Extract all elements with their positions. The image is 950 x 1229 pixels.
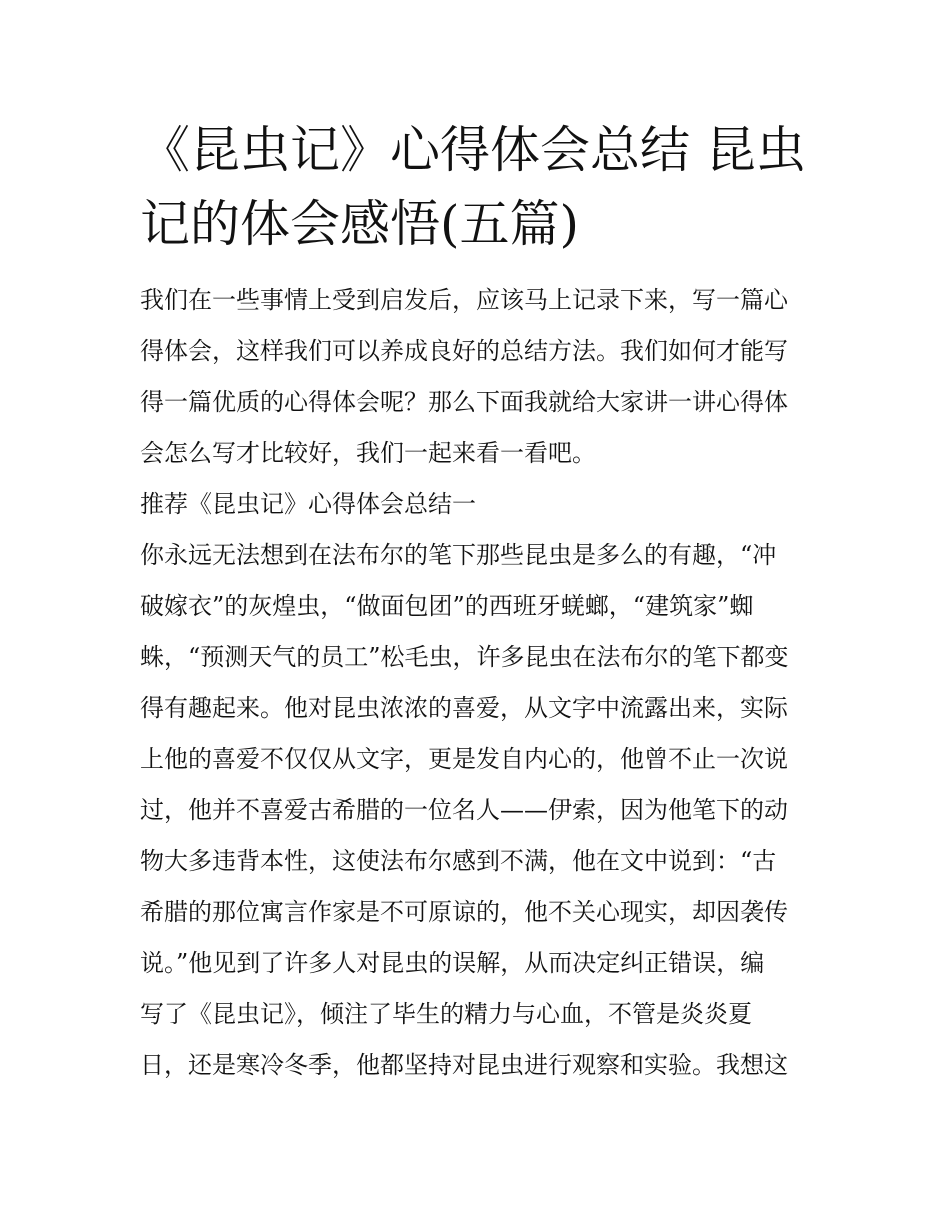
paragraph-line: 你永远无法想到在法布尔的笔下那些昆虫是多么的有趣，“冲 xyxy=(140,541,777,569)
paragraph-line: 我们在一些事情上受到启发后，应该马上记录下来，写一篇心 xyxy=(140,286,788,314)
paragraph-line: 过，他并不喜爱古希腊的一位名人——伊索，因为他笔下的动 xyxy=(140,796,788,824)
paragraph-line: 上他的喜爱不仅仅从文字，更是发自内心的，他曾不止一次说 xyxy=(140,745,788,773)
paragraph-line: 说。”他见到了许多人对昆虫的误解，从而决定纠正错误，编 xyxy=(140,949,765,977)
section-heading: 推荐《昆虫记》心得体会总结一 xyxy=(140,490,476,518)
paragraph-line: 得一篇优质的心得体会呢？那么下面我就给大家讲一讲心得体 xyxy=(140,388,788,416)
paragraph-line: 蛛，“预测天气的员工”松毛虫，许多昆虫在法布尔的笔下都变 xyxy=(140,643,789,671)
paragraph-line: 日，还是寒冷冬季，他都坚持对昆虫进行观察和实验。我想这 xyxy=(140,1051,788,1079)
paragraph-line: 写了《昆虫记》，倾注了毕生的精力与心血，不管是炎炎夏 xyxy=(140,1000,752,1028)
paragraph-line: 破嫁衣”的灰煌虫，“做面包团”的西班牙蜣螂，“建筑家”蜘 xyxy=(140,592,754,620)
document-title: 《昆虫记》心得体会总结 昆虫记的体会感悟(五篇) xyxy=(140,121,806,253)
paragraph-line: 得体会，这样我们可以养成良好的总结方法。我们如何才能写 xyxy=(140,337,788,365)
paragraph-line: 会怎么写才比较好，我们一起来看一看吧。 xyxy=(140,439,596,467)
paragraph-line: 希腊的那位寓言作家是不可原谅的，他不关心现实，却因袭传 xyxy=(140,898,788,926)
paragraph-line: 得有趣起来。他对昆虫浓浓的喜爱，从文字中流露出来，实际 xyxy=(140,694,788,722)
paragraph-line: 物大多违背本性，这使法布尔感到不满，他在文中说到：“古 xyxy=(140,847,777,875)
